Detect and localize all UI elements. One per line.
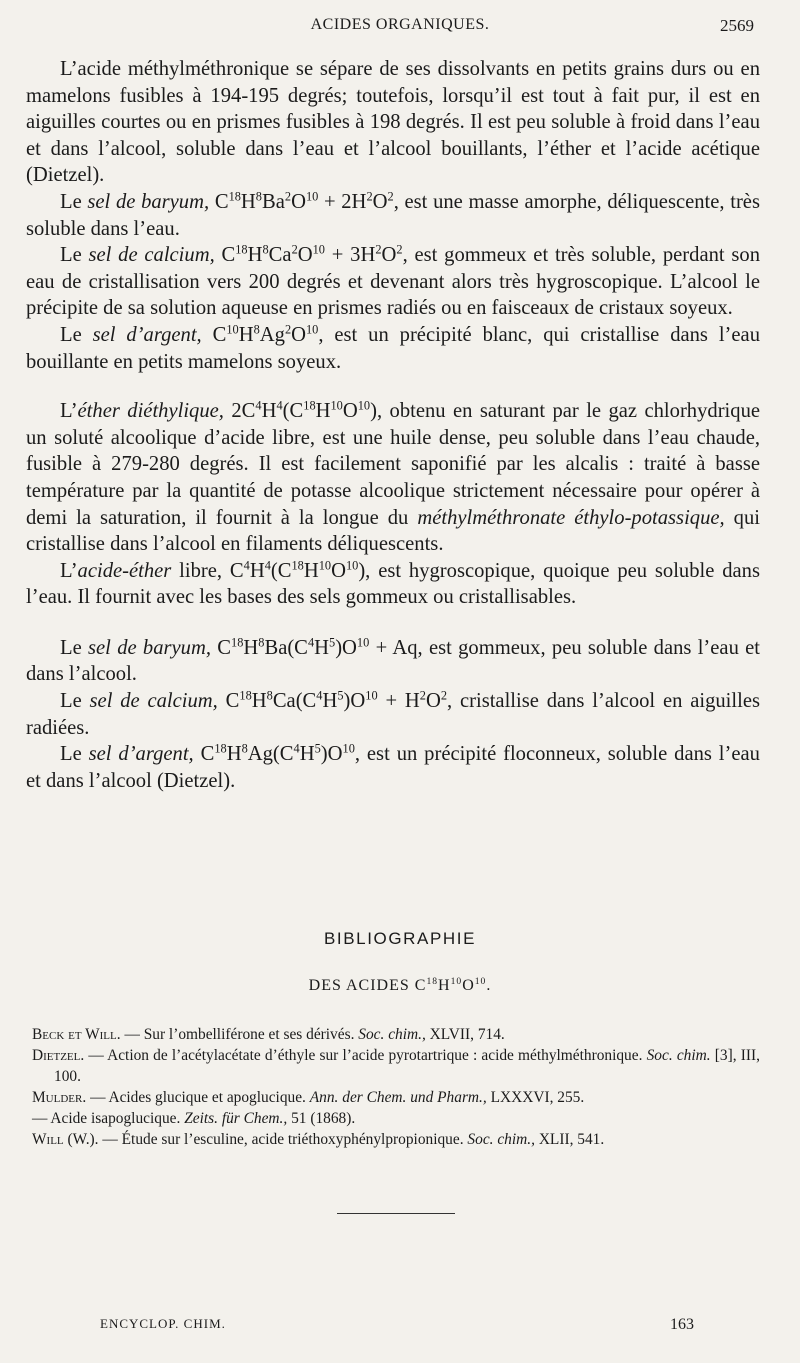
reference-author: Mulder. (32, 1089, 87, 1106)
salt-term: sel d’argent, (88, 743, 194, 766)
formula: $C^{18}H^8Ca(C^4H^5)O^{10} + H^2O^2$, (225, 688, 453, 713)
paragraph-diethyl-ether: L’éther diéthylique, $2C^4H^4(C^{18}H^{10}O^{10})$, obtenu en saturant par le gaz chlorhydrique un soluté alcoolique d’acide libre, est une huile dense, peu soluble dans l’eau chaude, fusible à 279-280 degrés. Il est facilement saponifié par les alcalis : traité à basse température par la quantité de potasse alcoolique strictement nécessaire pour opérer à demi la saturation, il fournit à la longue du méthylméthronate éthylo-potassique, qui cristallise dans l’alcool en filaments déliquescents. (26, 398, 761, 556)
reference-list (32, 1024, 760, 1150)
reference-author: Dietzel. (32, 1047, 85, 1064)
page-number: 2569 (720, 16, 754, 35)
lead-word: Le (60, 743, 82, 766)
paragraph-ether-calcium-salt: Le sel de calcium, $C^{18}H^8Ca(C^4H^5)O^{10} + H^2O^2$, cristallise dans l’alcool en aiguilles radiées. (26, 688, 760, 739)
paragraph-acid-ether: L’acide-éther libre, $C^4H^4(C^{18}H^{10}O^{10})$, est hygroscopique, quoique peu soluble dans l’eau. Il fournit avec les bases des sels gommeux ou cristallisables. (26, 558, 760, 609)
salt-term: sel de calcium, (88, 244, 215, 267)
lead-word: Le (60, 636, 82, 659)
salt-term: sel d’argent, (92, 323, 202, 346)
salt-term: sel de baryum, (87, 190, 210, 213)
compound-term: méthylméthronate éthylo-potassique, (417, 506, 725, 529)
reference-source: Soc. chim., (358, 1026, 426, 1043)
formula: $C^{18}H^8Ca^2O^{10} + 3H^2O^2$, (221, 242, 408, 267)
salt-term: sel de baryum, (88, 636, 211, 659)
formula: $C^{10}H^8Ag^2O^{10}$, (212, 322, 324, 346)
lead-word: Le (60, 190, 82, 213)
reference-source: Soc. chim. (646, 1047, 711, 1064)
paragraph-barium-salt: Le sel de baryum, $C^{18}H^8Ba^2O^{10} + 2H^2O^2$, est une masse amorphe, déliquescente, très soluble dans l’eau. (26, 189, 760, 240)
lead-word: L’ (60, 559, 78, 582)
ether-term: éther diéthylique, (77, 400, 224, 423)
lead-word: L’ (60, 400, 78, 423)
paragraph-silver-salt: Le sel d’argent, $C^{10}H^8Ag^2O^{10}$, est un précipité blanc, qui cristallise dans l’eau bouillante en petits mamelons soyeux. (26, 322, 760, 373)
formula: $C^{18}H^{10}O^{10}$. (414, 976, 492, 994)
formula: $2C^4H^4(C^{18}H^{10}O^{10})$, (231, 398, 383, 423)
reference-source: Ann. der Chem. und Pharm., (309, 1089, 487, 1106)
reference-author: Beck et Will. (32, 1026, 121, 1043)
reference-item: — Acide isapoglucique. Zeits. für Chem., 51 (1868). (32, 1110, 356, 1127)
footer-sheet-number: 163 (670, 1316, 694, 1333)
salt-term: sel de calcium, (89, 690, 218, 713)
lead-word: Le (60, 323, 82, 346)
body-text (26, 56, 760, 794)
page-footer (0, 1316, 800, 1338)
reference-source: Zeits. für Chem., (184, 1110, 288, 1127)
footer-signature: ENCYCLOP. CHIM. (100, 1316, 226, 1331)
reference-author: Will (W.). (32, 1131, 99, 1148)
paragraph-ether-barium-salt: Le sel de baryum, $C^{18}H^8Ba(C^4H^5)O^{10} + Aq$, est gommeux, peu soluble dans l’eau et dans l’alcool. (26, 635, 761, 686)
running-title: ACIDES ORGANIQUES. (310, 16, 490, 33)
paragraph-ether-silver-salt: Le sel d’argent, $C^{18}H^8Ag(C^4H^5)O^{10}$, est un précipité floconneux, soluble dans l’eau et dans l’alcool (Dietzel). (26, 741, 760, 792)
formula: $C^4H^4(C^{18}H^{10}O^{10})$, (229, 558, 371, 582)
reference-item: Dietzel. — Action de l’acétylacétate d’éthyle sur l’acide pyrotartrique : acide méthylméthronique. Soc. chim. [3], III, 100. (32, 1047, 760, 1085)
section-rule (337, 1213, 455, 1214)
reference-item: Will (W.). — Étude sur l’esculine, acide triéthoxyphénylpropionique. Soc. chim., XLII, 541. (32, 1131, 605, 1148)
lead-word: Le (60, 244, 82, 267)
paragraph-calcium-salt: Le sel de calcium, $C^{18}H^8Ca^2O^{10} + 3H^2O^2$, est gommeux et très soluble, perdant son eau de cristallisation vers 200 degrés et devenant alors très hygroscopique. L’alcool le précipite de sa solution aqueuse en prismes radiés ou en faisceaux de cristaux soyeux. (26, 242, 760, 320)
paragraph-acid-properties: L’acide méthylméthronique se sépare de ses dissolvants en petits grains durs ou en mamelons fusibles à 194-195 degrés; toutefois, lorsqu’il est tout à fait pur, il est en aiguilles courtes ou en prismes fusibles à 198 degrés. Il est peu soluble à froid dans l’eau et dans l’alcool, soluble dans l’eau et l’alcool bouillants, l’éther et l’acide acétique (Dietzel). (26, 58, 760, 187)
reference-source: Soc. chim., (467, 1131, 535, 1148)
reference-item: Mulder. — Acides glucique et apoglucique. Ann. der Chem. und Pharm., LXXXVI, 255. (32, 1089, 585, 1106)
reference-item: Beck et Will. — Sur l’ombelliférone et ses dérivés. Soc. chim., XLVII, 714. (32, 1026, 505, 1043)
running-header (0, 16, 800, 40)
formula: $C^{18}H^8Ag(C^4H^5)O^{10}$, (200, 741, 361, 766)
bibliography-subtitle: DES ACIDES $C^{18}H^{10}O^{10}$. (308, 976, 492, 994)
lead-word: Le (60, 690, 82, 713)
formula: $C^{18}H^8Ba^2O^{10} + 2H^2O^2$, (214, 189, 399, 213)
acid-ether-term: acide-éther (77, 559, 172, 582)
bibliography-title: BIBLIOGRAPHIE (323, 929, 477, 948)
formula: $C^{18}H^8Ba(C^4H^5)O^{10} + Aq$, (217, 635, 423, 659)
